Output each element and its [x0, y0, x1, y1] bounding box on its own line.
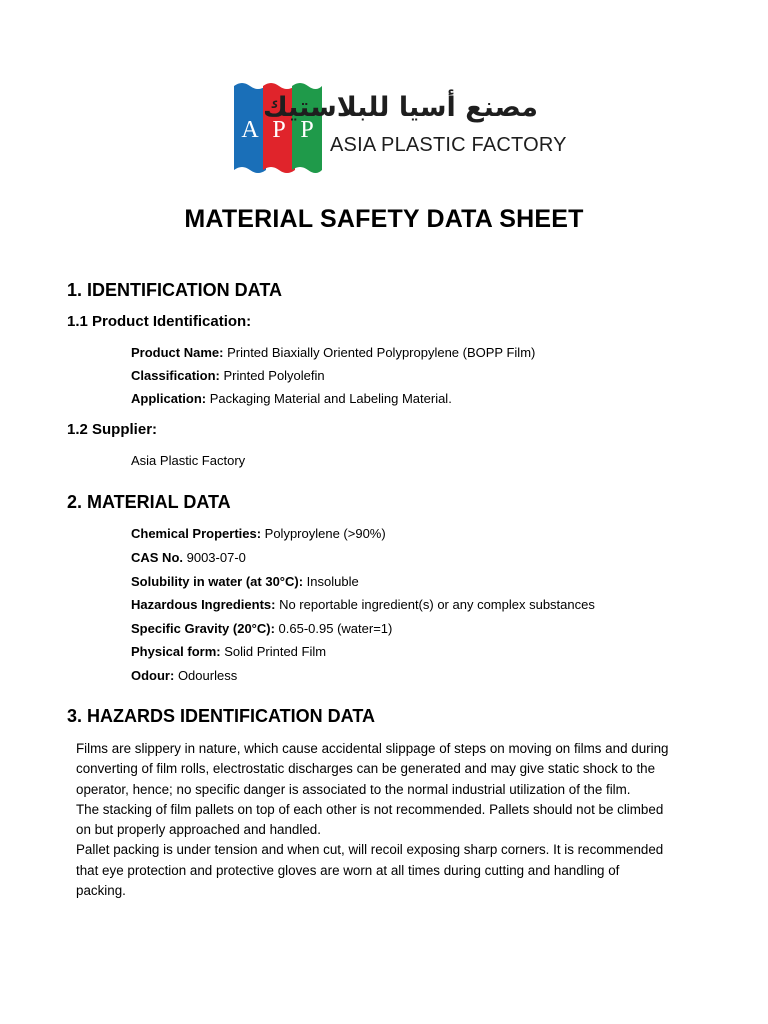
physical-form-row [131, 644, 326, 659]
row-value: Odourless [174, 668, 238, 683]
paragraph-line: operator, hence; no specific danger is associated to the normal industrial utilization of the film. [76, 781, 631, 797]
logo-letter-p2: P [300, 117, 314, 143]
row-value: 0.65-0.95 (water=1) [274, 621, 393, 636]
application-row [131, 391, 452, 406]
logo-arabic-name: مصنع أسيا للبلاستيك [263, 92, 538, 123]
cas-number-row [131, 550, 246, 565]
row-value: Printed Polyolefin [219, 368, 325, 383]
section-1-2-heading: 1.2 Supplier: [67, 421, 158, 438]
row-label: Chemical Properties: [131, 526, 262, 541]
paragraph-line: The stacking of film pallets on top of each other is not recommended. Pallets should not be climbed [76, 801, 664, 817]
row-value: Printed Biaxially Oriented Polypropylene (BOPP Film) [223, 345, 536, 360]
row-value: Polyproylene (>90%) [261, 526, 386, 541]
supplier-name: Asia Plastic Factory [131, 453, 246, 468]
section-1-heading: 1. IDENTIFICATION DATA [67, 280, 282, 300]
paragraph-line: Films are slippery in nature, which cause accidental slippage of steps on moving on films and during [76, 741, 669, 756]
hazards-paragraph [76, 739, 706, 901]
logo-letter-p1: P [272, 117, 286, 143]
row-label: Hazardous Ingredients: [131, 597, 276, 612]
row-value: Packaging Material and Labeling Material. [206, 391, 452, 406]
row-value: Insoluble [303, 574, 359, 589]
row-label: Specific Gravity (20°C): [131, 621, 275, 636]
row-label: Odour: [131, 668, 175, 683]
row-label: Solubility in water (at 30°C): [131, 574, 304, 589]
row-label: Classification: [131, 368, 220, 383]
paragraph-line: that eye protection and protective gloves are worn at all times during cutting and handling of [76, 862, 620, 878]
row-value: No reportable ingredient(s) or any complex substances [275, 597, 595, 612]
row-label: Physical form: [131, 644, 221, 659]
row-label: Product Name: [131, 345, 224, 360]
odour-row [131, 668, 237, 683]
product-name-row [131, 345, 535, 360]
logo-letter-a: A [241, 117, 259, 143]
classification-row [131, 368, 325, 383]
logo-english-name: ASIA PLASTIC FACTORY [330, 134, 567, 156]
document-title: MATERIAL SAFETY DATA SHEET [184, 205, 584, 233]
hazardous-ingredients-row [131, 597, 595, 612]
section-1-1-heading: 1.1 Product Identification: [67, 313, 252, 330]
row-value: 9003-07-0 [183, 550, 246, 565]
section-2-heading: 2. MATERIAL DATA [67, 492, 231, 512]
paragraph-line: packing. [76, 883, 126, 899]
solubility-row [131, 574, 359, 589]
row-label: CAS No. [131, 550, 183, 565]
row-value: Solid Printed Film [220, 644, 327, 659]
paragraph-line: on but properly approached and handled. [76, 822, 321, 838]
chemical-properties-row [131, 526, 386, 541]
section-3-heading: 3. HAZARDS IDENTIFICATION DATA [67, 706, 375, 726]
specific-gravity-row [131, 621, 392, 636]
row-label: Application: [131, 391, 207, 406]
paragraph-line: Pallet packing is under tension and when cut, will recoil exposing sharp corners. It is recommended [76, 842, 664, 858]
paragraph-line: converting of film rolls, electrostatic discharges can be generated and may give static shock to the [76, 761, 656, 777]
company-logo [232, 80, 567, 176]
